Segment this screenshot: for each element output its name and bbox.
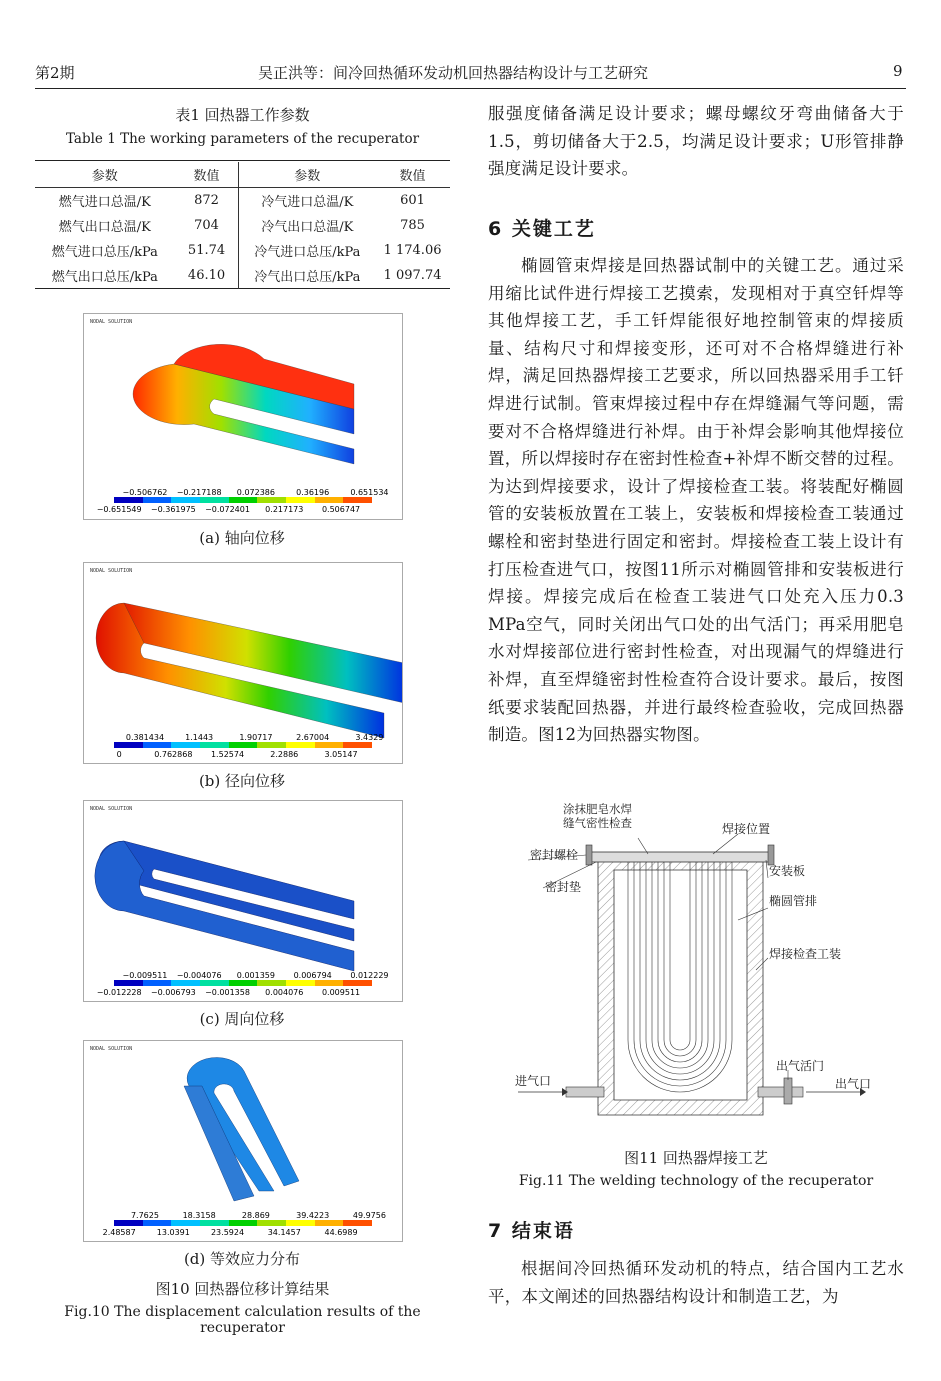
section-7-heading: 7 结束语 [488,1220,575,1242]
fem-plot-radial [83,562,403,764]
tick-label: −0.651549 [96,505,142,514]
tick-label: −0.012228 [96,988,142,997]
tick-label: 0.762868 [154,750,193,759]
label-seal-bolt: 密封螺栓 [530,848,579,862]
tick-label: 49.9756 [352,1211,386,1220]
table-cell: 704 [175,213,239,238]
section-6-body: 椭圆管束焊接是回热器试制中的关键工艺。通过采用缩比试件进行焊接工艺摸索，发现相对于真空钎焊等其他焊接工艺，手工钎焊能很好地控制管束的焊接质量、结构尺寸和焊接变形，还可对不合格焊缝进行补焊，满足回热器焊接工艺要求，所以回热器采用手工钎焊进行试制。管束焊接过程中存在焊缝漏气等问题，需要对不合格焊缝进行补焊。由于补焊会影响其他焊接位置，所以焊接时存在密封性检查+补焊不断交替的过程。为达到焊接要求，设计了焊接检查工装。将装配好椭圆管的安装板放置在工装上，安装板和焊接检查工装通过螺栓和密封垫进行固定和密封。焊接检查工装上设计有打压检查进气口，按图11所示对椭圆管排和安装板进行焊接。焊接完成后在检查工装进气口处充入压力0.3 MPa空气，同时关闭出气口处的出气活门；再采用肥皂水对焊接部位进行密封性检查，对出现漏气的焊缝进行补焊，直至焊缝密封性检查符合设计要求。最后，按图纸要求装配回热器，并进行最终检查验收，完成回热器制造。图12为回热器实物图。 [488,256,904,745]
tick-label: 2.2886 [270,750,299,759]
tick-label: −0.072401 [205,505,250,514]
table1-top-rule [35,160,450,161]
tick-label: 0.651534 [350,488,389,497]
table-cell: 785 [400,218,425,233]
issue-number: 第2期 [35,64,75,82]
legend-ticks-top [114,971,389,981]
tick-label: 0.012229 [350,971,389,980]
tick-label: −0.001358 [205,988,250,997]
page-number: 9 [893,62,903,80]
table-cell: 燃气进口总压/kPa [51,245,158,260]
tick-label: 0 [116,750,122,759]
tick-label: 0.004076 [265,988,304,997]
tick-label: −0.361975 [150,505,196,514]
table1-caption-en: Table 1 The working parameters of the recuperator [65,131,420,147]
label-tube-bank: 椭圆管排 [769,894,818,908]
label-outlet: 出气口 [835,1077,872,1091]
fig10-title-cn: 图10 回热器位移计算结果 [155,1280,330,1298]
plot-header: NODAL SOLUTION [90,806,133,812]
label-inspection-tool: 焊接检查工装 [769,947,842,961]
table-row [35,213,450,238]
table1-caption-cn: 表1 回热器工作参数 [175,106,310,124]
tick-label: 1.90717 [239,733,273,742]
label-inlet: 进气口 [515,1074,552,1088]
panel-c-caption: (c) 周向位移 [199,1010,285,1028]
legend-ticks-top [114,1211,386,1221]
tick-label: 28.869 [241,1211,270,1220]
table-cell: 1 097.74 [383,268,442,283]
section-7-body: 根据间冷回热循环发动机的特点，结合国内工艺水平，本文阐述的回热器结构设计和制造工艺，为 [488,1259,904,1306]
legend-ticks-top [114,488,389,498]
panel-d-caption: (d) 等效应力分布 [183,1250,301,1268]
tick-label: 3.05147 [324,750,358,759]
label-outlet-valve: 出气活门 [776,1059,825,1073]
table-cell: 冷气出口总温/K [261,220,354,235]
table1-header-cell: 参数 [294,169,321,184]
tick-label: 0.072386 [236,488,275,497]
table-row [35,263,450,289]
tick-label: 18.3158 [182,1211,216,1220]
fem-plot-axial [83,313,403,520]
fem-plot-circumferential [83,800,403,1002]
tick-label: 44.6989 [324,1228,358,1237]
table-row [35,188,450,214]
plot-header: NODAL SOLUTION [90,568,133,574]
table-cell: 燃气出口总压/kPa [51,270,158,285]
tick-label: 3.4329 [355,733,384,742]
plot-header: NODAL SOLUTION [90,319,133,325]
fig10-title-en: Fig.10 The displacement calculation results of the recuperator [64,1304,421,1336]
tick-label: 23.5924 [210,1228,245,1237]
tick-label: 2.67004 [296,733,330,742]
table-cell: 冷气出口总压/kPa [254,270,361,285]
label-gasket: 密封垫 [545,880,582,894]
tick-label: 0.006794 [293,971,332,980]
table1-header-cell: 数值 [175,162,239,188]
table1-header-cell: 参数 [91,169,118,184]
tick-label: 34.1457 [267,1228,301,1237]
panel-a-caption: (a) 轴向位移 [199,529,285,547]
legend-ticks-bottom [96,988,372,998]
tick-label: −0.004076 [176,971,222,980]
table-cell: 1 174.06 [383,243,442,258]
label-mounting-plate: 安装板 [769,864,806,878]
tick-label: 0.36196 [296,488,330,497]
tick-label: −0.006793 [150,988,196,997]
table-cell: 872 [175,188,239,214]
tick-label: 0.001359 [236,971,275,980]
tick-label: 7.7625 [130,1211,159,1220]
plot-header: NODAL SOLUTION [90,1046,133,1052]
table-cell: 冷气进口总温/K [261,195,354,210]
table-row [35,238,450,263]
running-title: 吴正洪等：间冷回热循环发动机回热器结构设计与工艺研究 [258,64,649,82]
tick-label: −0.009511 [122,971,168,980]
tick-label: 13.0391 [156,1228,190,1237]
tick-label: 39.4223 [296,1211,330,1220]
label-soap-check: 涂抹肥皂水焊 缝气密性检查 [563,802,632,830]
table-cell: 燃气进口总温/K [58,195,151,210]
legend-ticks-bottom [114,750,372,760]
tick-label: 2.48587 [102,1228,136,1237]
table1-header-row [35,162,450,188]
header-rule [35,88,906,89]
tick-label: 1.1443 [185,733,214,742]
tick-label: 1.52574 [210,750,245,759]
table1-header-cell: 数值 [399,169,426,184]
tick-label: 0.009511 [321,988,361,997]
section-6-heading: 6 关键工艺 [488,218,596,240]
legend-ticks-top [114,733,384,743]
table-cell: 燃气出口总温/K [58,220,151,235]
table-cell: 51.74 [175,238,239,263]
tick-label: 0.381434 [125,733,165,742]
panel-b-caption: (b) 径向位移 [198,772,286,790]
table-cell: 46.10 [175,263,239,289]
tick-label: 0.217173 [265,505,304,514]
fem-plot-stress [83,1040,403,1242]
table-cell: 601 [400,193,425,208]
table-cell: 冷气进口总压/kPa [254,245,361,260]
fig11-title-en: Fig.11 The welding technology of the recuperator [518,1173,874,1189]
tick-label: −0.506762 [122,488,168,497]
legend-ticks-bottom [96,505,372,515]
legend-ticks-bottom [102,1228,372,1238]
paragraph-strength: 服强度储备满足设计要求；螺母螺纹牙弯曲储备大于1.5，剪切储备大于2.5，均满足设计要求；U形管排静强度满足设计要求。 [488,104,904,179]
fig11-title-cn: 图11 回热器焊接工艺 [624,1149,768,1167]
label-weld-position: 焊接位置 [722,822,771,836]
tick-label: −0.217188 [176,488,222,497]
table1 [35,162,450,289]
tick-label: 0.506747 [321,505,361,514]
